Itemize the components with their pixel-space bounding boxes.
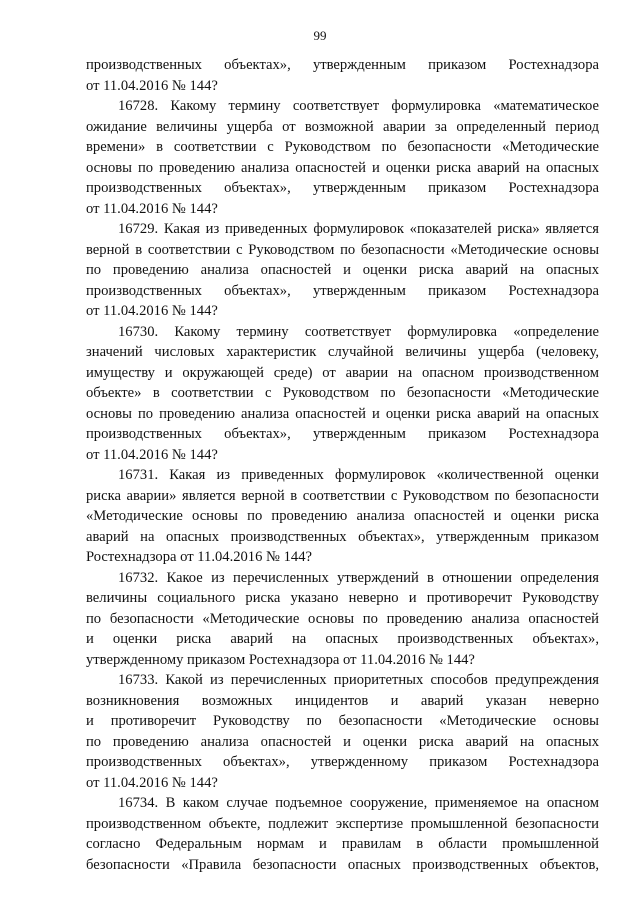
text-line: «Методические основы по проведению анализа опасностей и оценки риска <box>86 508 599 524</box>
text-line: верной в соответствии с Руководством по безопасности «Методические основы <box>86 241 599 258</box>
text-line: 16734. В каком случае подъемное сооружение, применяемое на опасном <box>118 795 599 811</box>
text-line: основы по проведению анализа опасностей и оценки риска аварий на опасных <box>86 405 599 422</box>
text-line: от 11.04.2016 № 144? <box>86 200 218 217</box>
text-line: безопасности «Правила безопасности опасных производственных объектов, <box>86 856 599 873</box>
text-line: значений числовых характеристик случайной величины ущерба (человеку, <box>86 344 599 360</box>
question-paragraph <box>86 568 599 671</box>
text-line: величины социального риска указано неверно и противоречит Руководству <box>86 590 599 606</box>
text-line: времени» в соответствии с Руководством по безопасности «Методические <box>86 139 599 155</box>
text-line: 16731. Какая из приведенных формулировок «количественной оценки <box>118 467 599 483</box>
text-line: утвержденному приказом Ростехнадзора от 11.04.2016 № 144? <box>86 651 475 668</box>
question-paragraph <box>86 219 599 322</box>
text-line: возникновения возможных инцидентов и аварий указан неверно <box>86 692 599 709</box>
text-line: имуществу и окружающей среде) от аварии на опасном производственном <box>86 364 599 381</box>
text-line: от 11.04.2016 № 144? <box>86 774 218 791</box>
text-line: производственных объектах», утвержденным приказом Ростехнадзора <box>86 282 599 299</box>
text-line: по проведению анализа опасностей и оценки риска аварий на опасных <box>86 733 599 750</box>
text-line: производственных объектах», утвержденным приказом Ростехнадзора <box>86 180 599 196</box>
text-line: 16729. Какая из приведенных формулировок «показателей риска» является <box>118 221 599 237</box>
text-line: по проведению анализа опасностей и оценки риска аварий на опасных <box>86 262 599 278</box>
question-paragraph <box>86 55 599 96</box>
text-line: 16728. Какому термину соответствует формулировка «математическое <box>118 98 599 114</box>
text-line: аварий на опасных производственных объектах», утвержденным приказом <box>86 528 599 545</box>
text-line: 16733. Какой из перечисленных приоритетных способов предупреждения <box>118 672 599 688</box>
text-line: по безопасности «Методические основы по проведению анализа опасностей <box>86 610 599 627</box>
question-paragraph <box>86 793 599 875</box>
question-paragraph <box>86 322 599 466</box>
text-line: производственном объекте, подлежит экспертизе промышленной безопасности <box>86 815 599 832</box>
text-line: и противоречит Руководству по безопасности «Методические основы <box>86 713 599 729</box>
text-line: объекте» в соответствии с Руководством по безопасности «Методические <box>86 385 599 401</box>
text-line: производственных объектах», утвержденным приказом Ростехнадзора <box>86 426 599 442</box>
question-paragraph <box>86 670 599 793</box>
text-line: и оценки риска аварий на опасных производственных объектах», <box>86 631 599 647</box>
text-line: Ростехнадзора от 11.04.2016 № 144? <box>86 549 312 565</box>
question-paragraph <box>86 465 599 568</box>
text-line: 16732. Какое из перечисленных утверждений в отношении определения <box>118 569 599 586</box>
text-line: риска аварии» является верной в соответствии с Руководством по безопасности <box>86 487 599 504</box>
document-body <box>86 55 599 875</box>
page-number: 99 <box>313 28 327 43</box>
text-line: производственных объектах», утвержденному приказом Ростехнадзора <box>86 754 599 770</box>
text-line: от 11.04.2016 № 144? <box>86 77 218 94</box>
text-line: основы по проведению анализа опасностей и оценки риска аварий на опасных <box>86 159 599 176</box>
text-line: производственных объектах», утвержденным приказом Ростехнадзора <box>86 57 599 73</box>
text-line: согласно Федеральным нормам и правилам в области промышленной <box>86 836 599 852</box>
text-line: от 11.04.2016 № 144? <box>86 446 218 463</box>
text-line: от 11.04.2016 № 144? <box>86 303 218 319</box>
question-paragraph <box>86 96 599 219</box>
text-line: 16730. Какому термину соответствует формулировка «определение <box>118 323 599 340</box>
text-line: ожидание величины ущерба от возможной аварии за определенный период <box>86 118 599 135</box>
